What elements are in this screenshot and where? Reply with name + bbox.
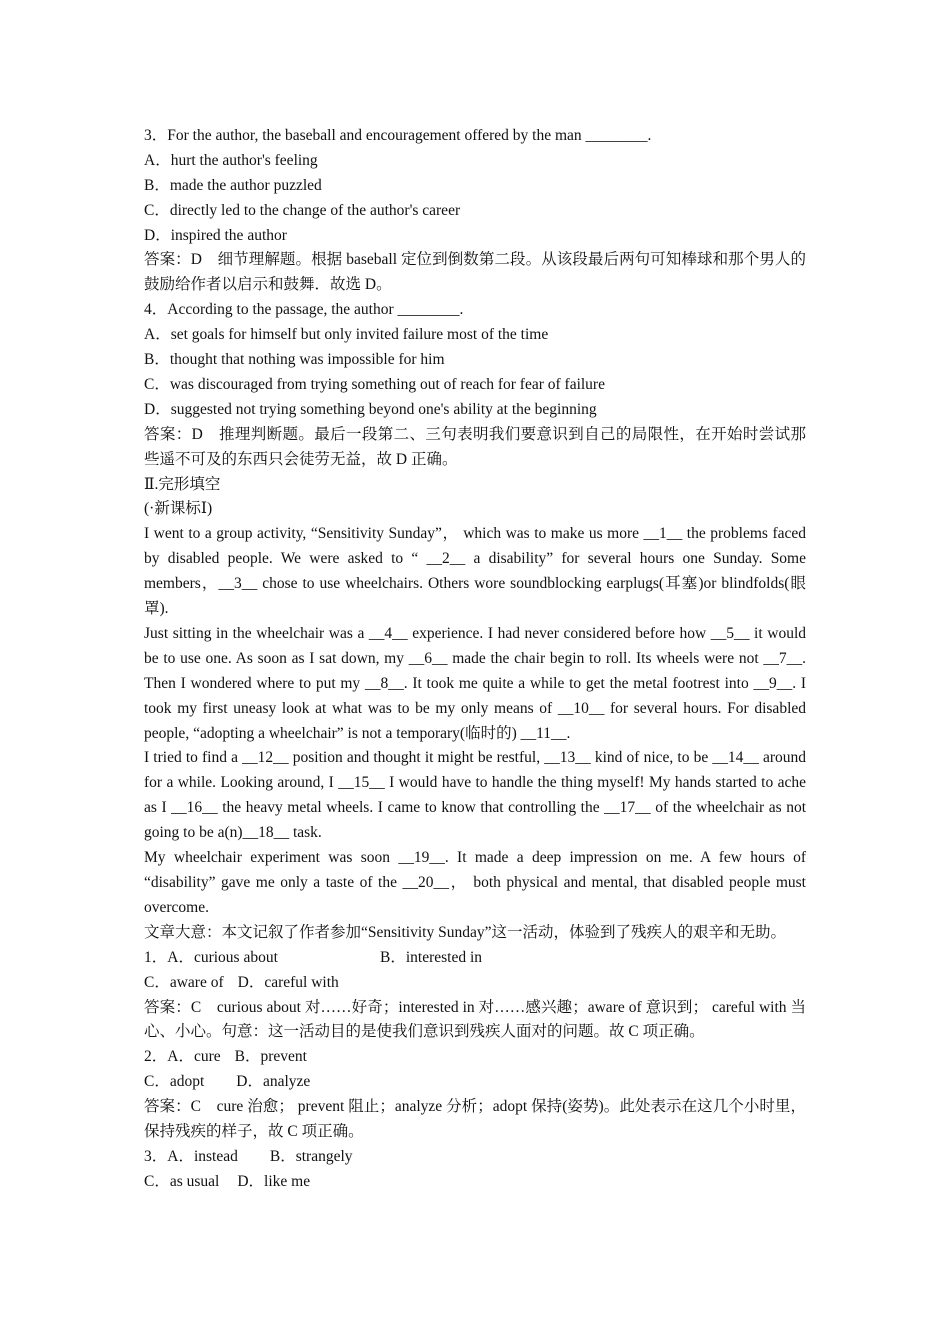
- cloze-2-options-row-2: [144, 1070, 806, 1095]
- cloze-1-option-a: 1．A．curious about: [144, 948, 278, 966]
- question-3-option-d: D．inspired the author: [144, 226, 287, 244]
- question-3-option-b: B．made the author puzzled: [144, 176, 322, 194]
- cloze-3-option-b: B．strangely: [269, 1147, 353, 1165]
- cloze-3-option-a: 3．A．instead: [144, 1147, 238, 1165]
- cloze-1-option-b: B．interested in: [380, 948, 483, 966]
- section-source: (·新课标Ⅰ): [144, 500, 213, 518]
- question-4-option-d: D．suggested not trying something beyond one's ability at the beginning: [144, 400, 597, 418]
- passage-paragraph-1: I went to a group activity, “Sensitivity Sunday”， which was to make us more __1__ the problems faced by disabled people. We were asked to “ __2__ a disability” for several hours one Sunday. Some members，__3__ chose to use wheelchairs. Others wore soundblocking earplugs(耳塞)or blindfolds(眼罩).: [144, 525, 806, 618]
- question-3-option-c: C．directly led to the change of the author's career: [144, 201, 461, 219]
- question-3-answer: 答案：D 细节理解题。根据 baseball 定位到倒数第二段。从该段最后两句可知棒球和那个男人的鼓励给作者以启示和鼓舞．故选 D。: [144, 251, 806, 294]
- cloze-1-option-c: C．aware of: [144, 973, 224, 991]
- cloze-2-option-d: D．analyze: [236, 1073, 311, 1091]
- cloze-1-option-d: D．careful with: [237, 973, 339, 991]
- question-4-option-c: C．was discouraged from trying something out of reach for fear of failure: [144, 375, 605, 393]
- cloze-1-options-row-2: [144, 971, 806, 996]
- question-4-answer: 答案：D 推理判断题。最后一段第二、三句表明我们要意识到自己的局限性，在开始时尝试那些遥不可及的东西只会徒劳无益，故 D 正确。: [144, 425, 806, 468]
- cloze-3-option-c: C．as usual: [144, 1172, 220, 1190]
- passage-paragraph-3: I tried to find a __12__ position and thought it might be restful, __13__ kind of nice, to be __14__ around for a while. Looking around, I __15__ I would have to handle the thing myself! My hands started to ache as I __16__ the heavy metal wheels. I came to know that controlling the __17__ of the wheelchair as not going to be a(n)__18__ task.: [144, 749, 806, 842]
- cloze-2-option-c: C．adopt: [144, 1073, 205, 1091]
- cloze-2-options-row-1: [144, 1045, 806, 1070]
- cloze-3-options-row-2: [144, 1170, 806, 1195]
- cloze-2-answer: 答案：C cure 治愈； prevent 阻止；analyze 分析；adopt 保持(姿势)。此处表示在这几个小时里，保持残疾的样子，故 C 项正确。: [144, 1098, 806, 1140]
- question-4-option-b: B．thought that nothing was impossible for him: [144, 351, 445, 369]
- passage-paragraph-2: Just sitting in the wheelchair was a __4__ experience. I had never considered before how __5__ it would be to use one. As soon as I sat down, my __6__ made the chair begin to roll. Its wheels were not __7__. Then I wondered where to put my __8__. It took me quite a while to get the metal footrest into __9__. I took my first uneasy look at what was to be my only means of __10__ for several hours. For disabled people, “adopting a wheelchair” is not a temporary(临时的) __11__.: [144, 624, 806, 742]
- cloze-2-option-b: B．prevent: [234, 1048, 307, 1066]
- question-4-option-a: A．set goals for himself but only invited failure most of the time: [144, 326, 549, 344]
- question-3-stem: 3．For the author, the baseball and encouragement offered by the man ________.: [144, 127, 652, 144]
- document-page: [144, 124, 806, 1195]
- cloze-1-options-row-1: [144, 946, 806, 971]
- cloze-2-option-a: 2．A．cure: [144, 1048, 221, 1066]
- passage-paragraph-4: My wheelchair experiment was soon __19__. It made a deep impression on me. A few hours of “disability” gave me only a taste of the __20__， both physical and mental, that disabled people must overcome.: [144, 849, 806, 916]
- cloze-3-options-row-1: [144, 1145, 806, 1170]
- passage-summary: 文章大意：本文记叙了作者参加“Sensitivity Sunday”这一活动，体验到了残疾人的艰辛和无助。: [144, 923, 786, 941]
- cloze-1-answer: 答案：C curious about 对……好奇；interested in 对……感兴趣；aware of 意识到； careful with 当心、小心。句意：这一活动目的是使我们意识到残疾人面对的问题。故 C 项正确。: [144, 998, 806, 1041]
- section-title: Ⅱ.完形填空: [144, 475, 221, 493]
- question-4-stem: 4．According to the passage, the author ________.: [144, 301, 464, 319]
- question-3-option-a: A．hurt the author's feeling: [144, 151, 318, 169]
- cloze-3-option-d: D．like me: [237, 1172, 311, 1190]
